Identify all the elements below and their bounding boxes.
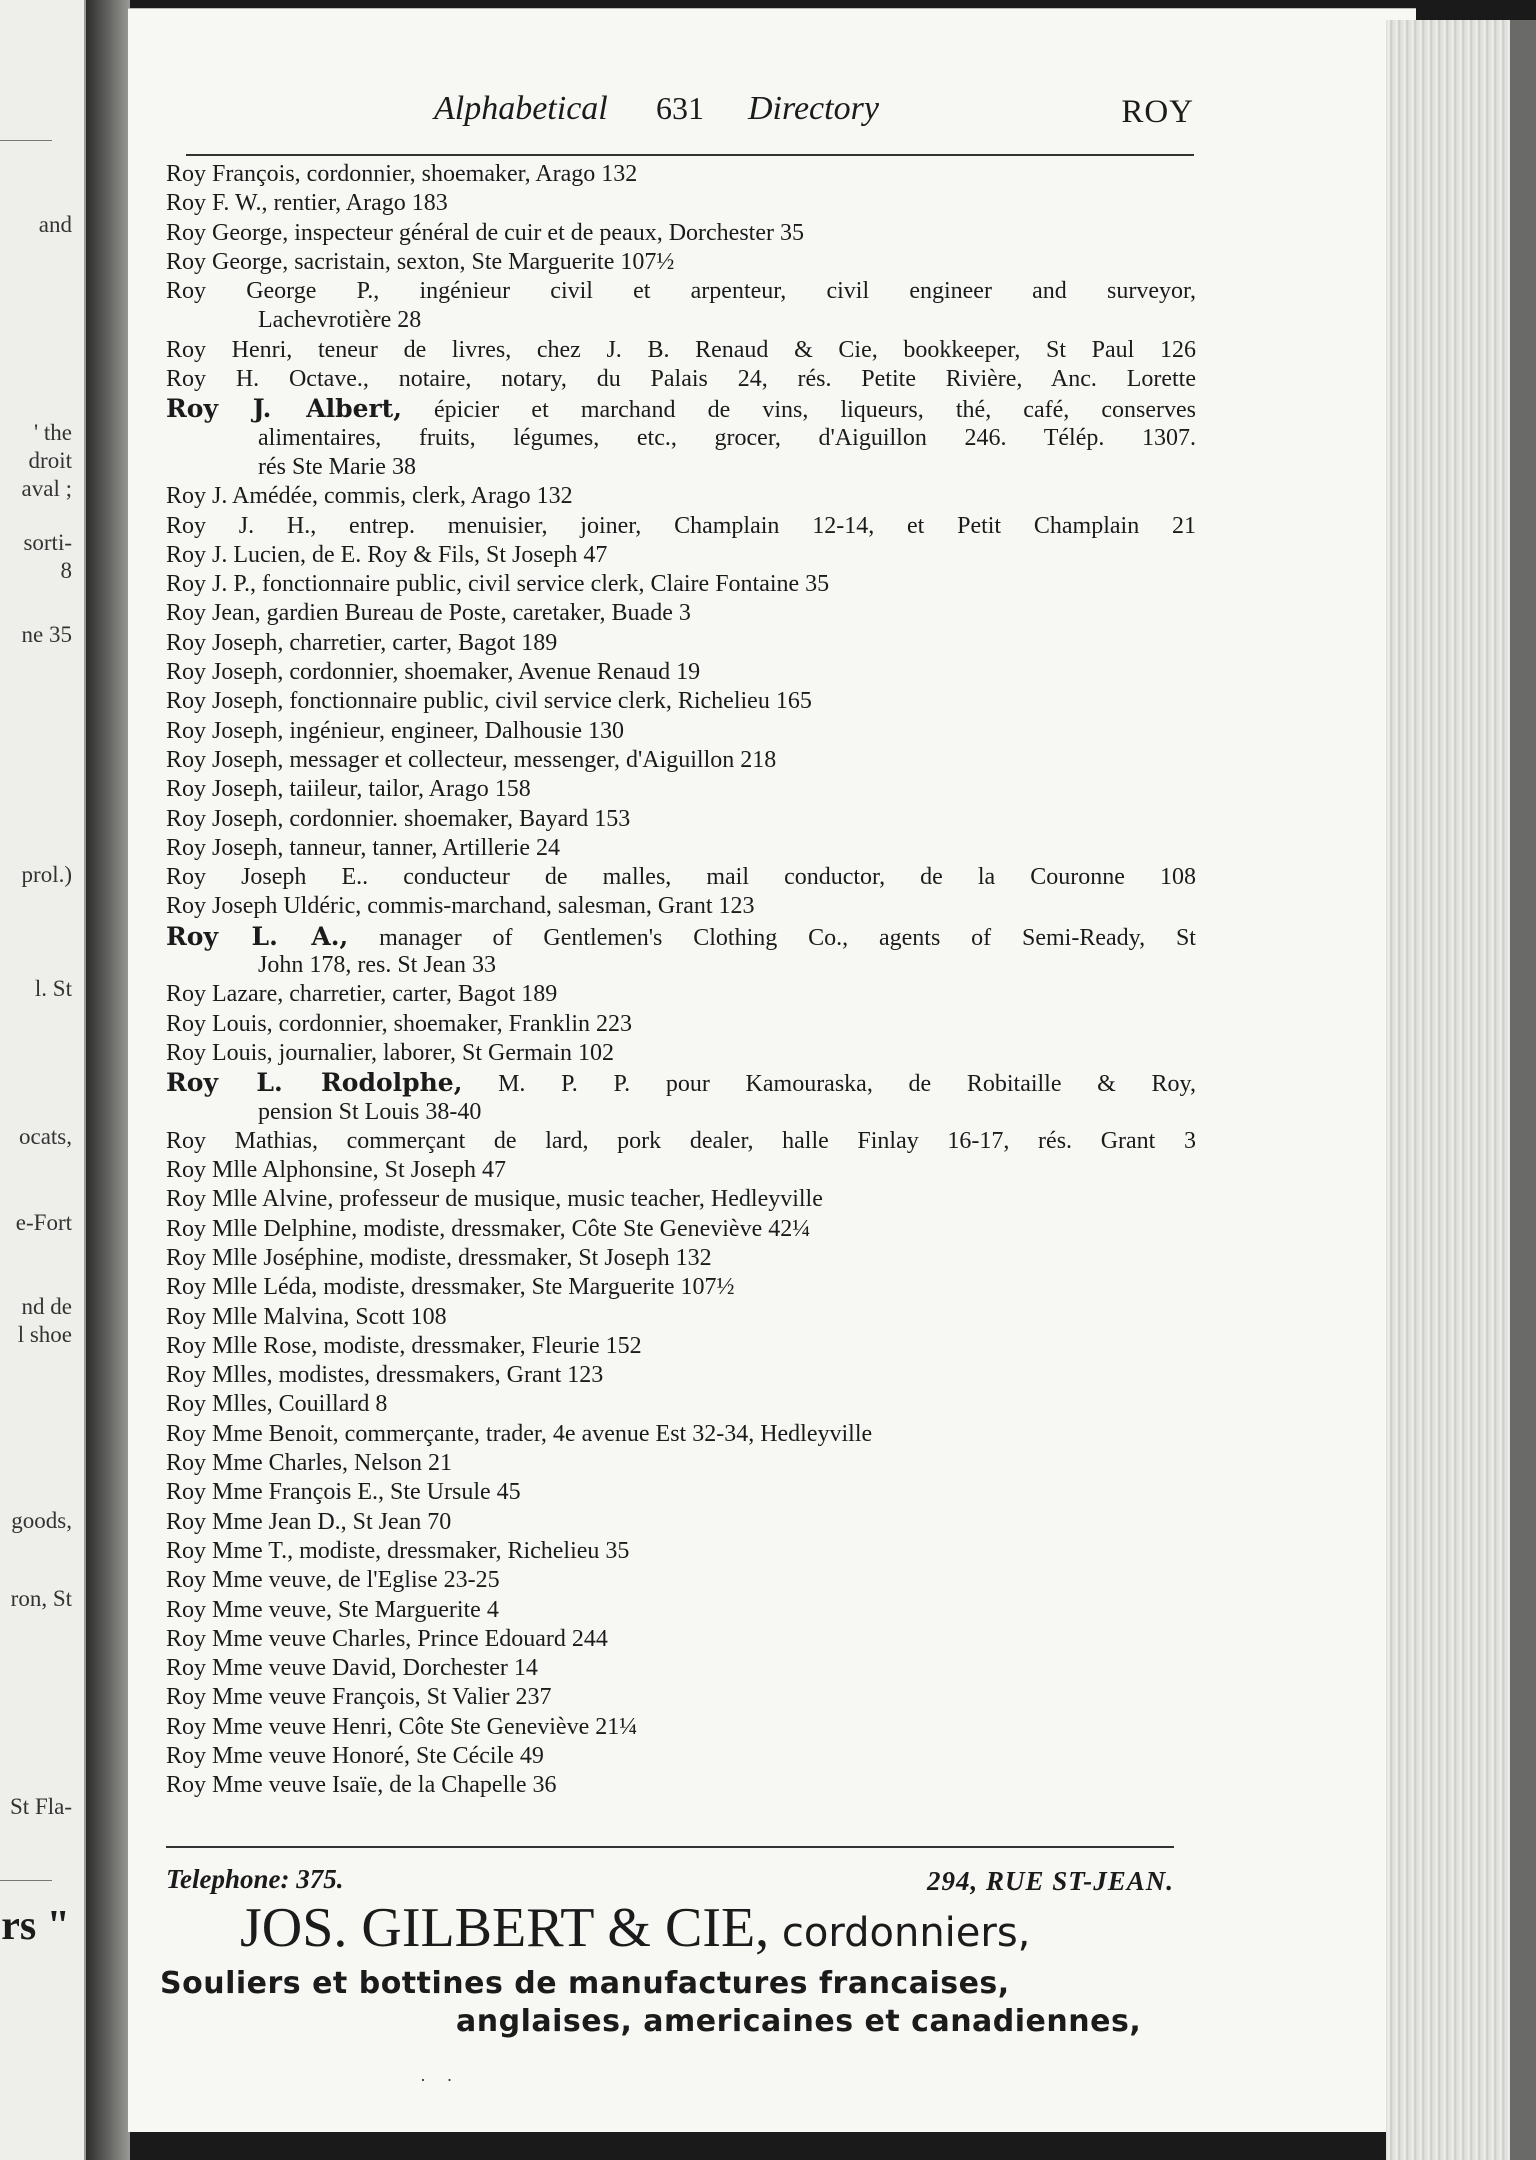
directory-entry bbox=[166, 189, 1196, 218]
directory-entries bbox=[166, 160, 1196, 1801]
entry-text: Roy Jean, gardien Bureau de Poste, caretaker, Buade 3 bbox=[166, 600, 691, 627]
directory-entry bbox=[166, 1713, 1196, 1742]
guide-word: ROY bbox=[1121, 94, 1194, 130]
directory-entry bbox=[166, 922, 1196, 951]
book-cover-edge bbox=[1510, 20, 1536, 2160]
entry-text: Roy Mme veuve, de l'Eglise 23-25 bbox=[166, 1567, 500, 1594]
directory-entry bbox=[166, 512, 1196, 541]
entry-continuation bbox=[166, 306, 1196, 335]
previous-page-line: aval ; bbox=[21, 476, 72, 501]
entry-text: pension St Louis 38-40 bbox=[258, 1098, 482, 1125]
entry-text: Roy Mlle Alvine, professeur de musique, music teacher, Hedleyville bbox=[166, 1186, 823, 1213]
previous-page-rule bbox=[0, 1880, 52, 1881]
entry-text: Roy Mme François E., Ste Ursule 45 bbox=[166, 1479, 521, 1506]
entry-text: Roy Mlle Léda, modiste, dressmaker, Ste Marguerite 107½ bbox=[166, 1274, 735, 1301]
directory-entry bbox=[166, 1244, 1196, 1273]
directory-entry bbox=[166, 1068, 1196, 1097]
directory-entry bbox=[166, 1508, 1196, 1537]
directory-entry bbox=[166, 1156, 1196, 1185]
entry-name-bold: Roy L. A., bbox=[166, 921, 349, 951]
previous-page-edge bbox=[0, 0, 86, 2160]
directory-entry bbox=[166, 160, 1196, 189]
directory-entry bbox=[166, 394, 1196, 423]
previous-page-line: 8 bbox=[60, 558, 72, 583]
advert-address: 294, RUE ST-JEAN. bbox=[926, 1866, 1174, 1896]
header-right: Directory bbox=[748, 90, 879, 127]
advert-firm-name: JOS. GILBERT & CIE, bbox=[240, 1897, 770, 1959]
entry-text: Roy Mlle Delphine, modiste, dressmaker, Côte Ste Geneviève 42¼ bbox=[166, 1215, 811, 1242]
entry-text: Roy F. W., rentier, Arago 183 bbox=[166, 190, 448, 217]
entry-text: Roy Mlles, Couillard 8 bbox=[166, 1391, 388, 1418]
entry-text: Roy H. Octave., notaire, notary, du Palais 24, rés. Petite Rivière, Anc. Lorette bbox=[166, 366, 1196, 393]
entry-text: manager of Gentlemen's Clothing Co., agents of Semi-Ready, St bbox=[348, 924, 1196, 951]
directory-entry bbox=[166, 1361, 1196, 1390]
entry-text: rés Ste Marie 38 bbox=[258, 453, 416, 480]
entry-text: Roy Louis, cordonnier, shoemaker, Franklin 223 bbox=[166, 1010, 632, 1037]
directory-entry bbox=[166, 746, 1196, 775]
entry-text: épicier et marchand de vins, liqueurs, thé, café, conserves bbox=[401, 397, 1196, 424]
entry-text: Roy Mlle Joséphine, modiste, dressmaker, St Joseph 132 bbox=[166, 1244, 712, 1271]
directory-entry bbox=[166, 1566, 1196, 1595]
previous-page-rule bbox=[0, 140, 52, 141]
directory-entry bbox=[166, 1683, 1196, 1712]
entry-text: Roy François, cordonnier, shoemaker, Arago 132 bbox=[166, 161, 638, 187]
entry-text: Roy J. P., fonctionnaire public, civil service clerk, Claire Fontaine 35 bbox=[166, 571, 830, 598]
entry-text: Roy Mme Jean D., St Jean 70 bbox=[166, 1508, 452, 1535]
previous-page-line: prol.) bbox=[21, 862, 72, 887]
entry-text: Roy J. Amédée, commis, clerk, Arago 132 bbox=[166, 483, 573, 510]
entry-text: Roy Joseph Uldéric, commis-marchand, salesman, Grant 123 bbox=[166, 893, 755, 920]
directory-entry bbox=[166, 1742, 1196, 1771]
entry-text: Roy Louis, journalier, laborer, St Germain 102 bbox=[166, 1039, 614, 1066]
advert-products-line-1: Souliers et bottines de manufactures francaises, bbox=[160, 1966, 1010, 2001]
previous-page-line: ne 35 bbox=[21, 622, 72, 647]
directory-entry bbox=[166, 482, 1196, 511]
entry-text: Roy Mlle Alphonsine, St Joseph 47 bbox=[166, 1157, 507, 1184]
entry-text: Roy George, sacristain, sexton, Ste Marguerite 107½ bbox=[166, 248, 675, 275]
entry-continuation bbox=[166, 1098, 1196, 1127]
directory-entry bbox=[166, 687, 1196, 716]
directory-entry bbox=[166, 336, 1196, 365]
page-number: 631 bbox=[656, 90, 704, 126]
advert-firm bbox=[240, 1896, 1030, 1960]
previous-page-line: and bbox=[38, 212, 72, 237]
book-gutter bbox=[86, 0, 130, 2160]
advert-telephone: Telephone: 375. bbox=[166, 1864, 344, 1894]
print-specks: · · bbox=[420, 2070, 461, 2090]
directory-entry bbox=[166, 219, 1196, 248]
directory-entry bbox=[166, 599, 1196, 628]
entry-text: Roy Mme T., modiste, dressmaker, Richelieu 35 bbox=[166, 1537, 630, 1564]
entry-text: Roy Mlles, modistes, dressmakers, Grant 123 bbox=[166, 1362, 604, 1389]
entry-text: Roy J. H., entrep. menuisier, joiner, Champlain 12-14, et Petit Champlain 21 bbox=[166, 512, 1196, 539]
directory-entry bbox=[166, 1273, 1196, 1302]
entry-text: M. P. P. pour Kamouraska, de Robitaille & Roy, bbox=[462, 1071, 1196, 1098]
entry-text: Roy Joseph, taiileur, tailor, Arago 158 bbox=[166, 776, 531, 803]
entry-text: Roy Joseph, cordonnier. shoemaker, Bayard 153 bbox=[166, 805, 631, 832]
entry-name-bold: Roy J. Albert, bbox=[166, 394, 402, 424]
previous-page-line: l. St bbox=[34, 976, 72, 1001]
directory-entry bbox=[166, 658, 1196, 687]
directory-entry bbox=[166, 629, 1196, 658]
entry-text: Roy Mathias, commerçant de lard, pork dealer, halle Finlay 16-17, rés. Grant 3 bbox=[166, 1127, 1196, 1154]
previous-page-line: St Fla- bbox=[10, 1794, 72, 1819]
directory-entry bbox=[166, 1303, 1196, 1332]
entry-text: Roy Mlle Malvina, Scott 108 bbox=[166, 1303, 447, 1330]
directory-entry bbox=[166, 1596, 1196, 1625]
directory-entry bbox=[166, 1537, 1196, 1566]
entry-text: Lachevrotière 28 bbox=[258, 307, 422, 334]
previous-page-line: droit bbox=[28, 448, 72, 473]
entry-text: Roy Mme Benoit, commerçante, trader, 4e avenue Est 32-34, Hedleyville bbox=[166, 1420, 873, 1447]
previous-page-big-text: rs " bbox=[1, 1903, 70, 1949]
entry-text: Roy George, inspecteur général de cuir et de peaux, Dorchester 35 bbox=[166, 219, 804, 246]
previous-page-line: e-Fort bbox=[15, 1210, 72, 1235]
entry-text: Roy George P., ingénieur civil et arpenteur, civil engineer and surveyor, bbox=[166, 278, 1196, 305]
directory-entry bbox=[166, 1010, 1196, 1039]
directory-entry bbox=[166, 863, 1196, 892]
directory-entry bbox=[166, 248, 1196, 277]
entry-text: Roy Joseph E.. conducteur de malles, mail conductor, de la Couronne 108 bbox=[166, 864, 1196, 891]
entry-name-bold: Roy L. Rodolphe, bbox=[166, 1068, 463, 1098]
entry-text: Roy Mlle Rose, modiste, dressmaker, Fleurie 152 bbox=[166, 1332, 642, 1359]
previous-page-line: goods, bbox=[11, 1508, 72, 1533]
entry-text: Roy Joseph, cordonnier, shoemaker, Avenue Renaud 19 bbox=[166, 659, 701, 686]
directory-entry bbox=[166, 892, 1196, 921]
entry-text: alimentaires, fruits, légumes, etc., grocer, d'Aiguillon 246. Télép. 1307. bbox=[258, 424, 1196, 451]
directory-entry bbox=[166, 1390, 1196, 1419]
entry-text: Roy Joseph, tanneur, tanner, Artillerie 24 bbox=[166, 834, 560, 861]
advert-rule bbox=[166, 1846, 1174, 1848]
entry-text: Roy Mme veuve Honoré, Ste Cécile 49 bbox=[166, 1743, 544, 1770]
previous-page-line: ocats, bbox=[18, 1124, 72, 1149]
directory-entry bbox=[166, 980, 1196, 1009]
advert-trade: cordonniers, bbox=[769, 1910, 1031, 1956]
previous-page-line: nd de bbox=[21, 1294, 72, 1319]
previous-page-line: sorti- bbox=[23, 530, 72, 555]
entry-text: Roy Mme veuve François, St Valier 237 bbox=[166, 1684, 552, 1711]
directory-entry bbox=[166, 277, 1196, 306]
directory-entry bbox=[166, 805, 1196, 834]
entry-text: Roy Joseph, ingénieur, engineer, Dalhousie 130 bbox=[166, 717, 624, 744]
entry-text: Roy Mme veuve Henri, Côte Ste Geneviève 21¼ bbox=[166, 1713, 638, 1740]
entry-text: Roy Joseph, messager et collecteur, messenger, d'Aiguillon 218 bbox=[166, 746, 777, 773]
previous-page-line: ron, St bbox=[10, 1586, 72, 1611]
previous-page-line: l shoe bbox=[17, 1322, 72, 1347]
directory-entry bbox=[166, 1127, 1196, 1156]
directory-entry bbox=[166, 1332, 1196, 1361]
previous-page-line: ' the bbox=[34, 420, 72, 445]
directory-entry bbox=[166, 717, 1196, 746]
advert-products-line-2: anglaises, americaines et canadiennes, bbox=[456, 2004, 1142, 2039]
entry-text: Roy Joseph, fonctionnaire public, civil service clerk, Richelieu 165 bbox=[166, 688, 812, 715]
directory-entry bbox=[166, 1449, 1196, 1478]
directory-entry bbox=[166, 834, 1196, 863]
entry-text: Roy Mme veuve, Ste Marguerite 4 bbox=[166, 1596, 499, 1623]
entry-continuation bbox=[166, 453, 1196, 482]
entry-text: Roy Mme Charles, Nelson 21 bbox=[166, 1450, 452, 1477]
entry-text: John 178, res. St Jean 33 bbox=[258, 952, 496, 979]
header-left: Alphabetical bbox=[434, 90, 608, 127]
directory-entry bbox=[166, 570, 1196, 599]
directory-entry bbox=[166, 1625, 1196, 1654]
entry-text: Roy Lazare, charretier, carter, Bagot 189 bbox=[166, 981, 558, 1008]
entry-text: Roy Mme veuve David, Dorchester 14 bbox=[166, 1655, 538, 1682]
directory-entry bbox=[166, 541, 1196, 570]
directory-entry bbox=[166, 1039, 1196, 1068]
directory-entry bbox=[166, 775, 1196, 804]
directory-entry bbox=[166, 1478, 1196, 1507]
directory-entry bbox=[166, 365, 1196, 394]
directory-entry bbox=[166, 1771, 1196, 1800]
entry-continuation bbox=[166, 424, 1196, 453]
running-header bbox=[186, 90, 1194, 142]
directory-entry bbox=[166, 1654, 1196, 1683]
directory-entry bbox=[166, 1215, 1196, 1244]
entry-continuation bbox=[166, 951, 1196, 980]
header-rule bbox=[186, 154, 1194, 156]
directory-entry bbox=[166, 1420, 1196, 1449]
entry-text: Roy Henri, teneur de livres, chez J. B. Renaud & Cie, bookkeeper, St Paul 126 bbox=[166, 336, 1196, 363]
entry-text: Roy Mme veuve Charles, Prince Edouard 244 bbox=[166, 1625, 608, 1652]
directory-entry bbox=[166, 1185, 1196, 1214]
entry-text: Roy Mme veuve Isaïe, de la Chapelle 36 bbox=[166, 1772, 557, 1799]
entry-text: Roy Joseph, charretier, carter, Bagot 189 bbox=[166, 629, 558, 656]
entry-text: Roy J. Lucien, de E. Roy & Fils, St Joseph 47 bbox=[166, 541, 608, 568]
